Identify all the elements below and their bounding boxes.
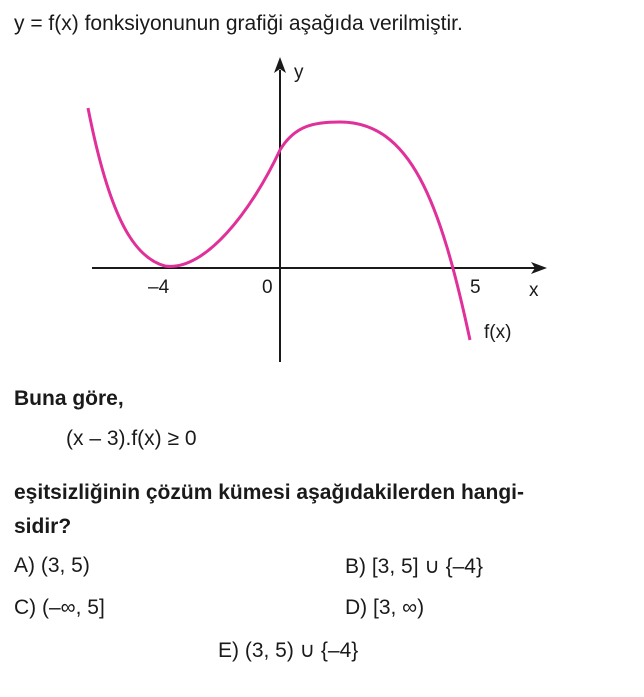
curve-label: f(x) bbox=[484, 322, 512, 343]
question-prompt-line1: eşitsizliğinin çözüm kümesi aşağıdakilerden hangi- bbox=[14, 481, 524, 504]
tick-label-neg4: –4 bbox=[148, 277, 170, 298]
inequality: (x – 3).f(x) ≥ 0 bbox=[66, 427, 197, 450]
question-lead: Buna göre, bbox=[14, 387, 124, 410]
option-a[interactable]: A) (3, 5) bbox=[14, 554, 90, 577]
question-prompt bbox=[14, 476, 524, 544]
x-axis-label: x bbox=[529, 280, 539, 301]
tick-label-5: 5 bbox=[470, 277, 481, 298]
y-axis-label: y bbox=[294, 62, 304, 83]
question-intro: y = f(x) fonksiyonunun grafiği aşağıda verilmiştir. bbox=[14, 12, 463, 35]
option-e[interactable]: E) (3, 5) ∪ {–4} bbox=[218, 639, 359, 662]
option-b[interactable]: B) [3, 5] ∪ {–4} bbox=[345, 555, 483, 578]
origin-label: 0 bbox=[262, 277, 273, 298]
question-prompt-line2: sidir? bbox=[14, 515, 72, 538]
option-d[interactable]: D) [3, ∞) bbox=[345, 596, 425, 619]
option-c[interactable]: C) (–∞, 5] bbox=[14, 596, 105, 619]
